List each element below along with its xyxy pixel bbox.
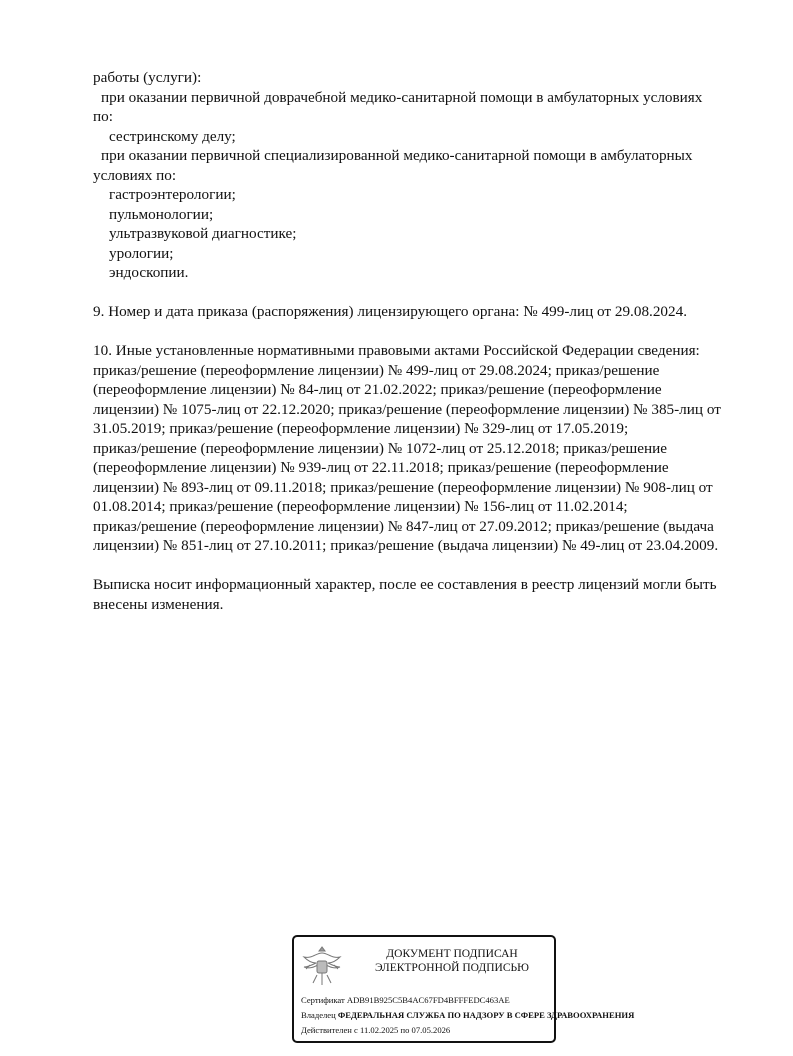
document-body xyxy=(93,68,763,614)
list-item: ультразвуковой диагностике; xyxy=(109,225,297,242)
stamp-title xyxy=(352,947,552,975)
section-10-line: приказ/решение (переоформление лицензии) № 499-лиц от 29.08.2024; приказ/решение xyxy=(93,361,660,379)
section-10-line: 31.05.2019; приказ/решение (переоформление лицензии) № 329-лиц от 17.05.2019; xyxy=(93,420,629,437)
specialized-continued: условиях по: xyxy=(93,166,177,184)
certificate-validity: Действителен с 11.02.2025 по 07.05.2026 xyxy=(301,1025,451,1035)
certificate-number: Сертификат ADB91B925C5B4AC67FD4BFFFEDC463AE xyxy=(301,995,510,1005)
primary-prehospital-text: при оказании первичной доврачебной медико-санитарной помощи в амбулаторных условиях xyxy=(101,88,703,106)
disclaimer-line: внесены изменения. xyxy=(93,595,224,613)
specialized-text: при оказании первичной специализированной медико-санитарной помощи в амбулаторных xyxy=(101,147,693,164)
works-heading: работы (услуги): xyxy=(93,69,202,86)
coat-of-arms-icon xyxy=(302,943,342,991)
section-10-line: лицензии) № 1075-лиц от 22.12.2020; приказ/решение (переоформление лицензии) № 385-лиц от xyxy=(93,400,721,418)
section-10-line: 01.08.2014; приказ/решение (переоформление лицензии) № 156-лиц от 11.02.2014; xyxy=(93,498,628,515)
stamp-title-line: ЭЛЕКТРОННОЙ ПОДПИСЬЮ xyxy=(375,962,529,974)
section-10-line: лицензии) № 851-лиц от 27.10.2011; приказ/решение (выдача лицензии) № 49-лиц от 23.04.2009. xyxy=(93,537,719,554)
section-10-line: лицензии) № 893-лиц от 09.11.2018; приказ/решение (переоформление лицензии) № 908-лиц от xyxy=(93,478,713,496)
section-10-line: (переоформление лицензии) № 939-лиц от 22.11.2018; приказ/решение (переоформление xyxy=(93,459,669,476)
stamp-title-line: ДОКУМЕНТ ПОДПИСАН xyxy=(386,948,518,960)
spacer xyxy=(93,322,763,342)
list-item: эндоскопии. xyxy=(109,264,189,281)
list-item: пульмонологии; xyxy=(109,205,214,223)
section-10-line: 10. Иные установленные нормативными правовыми актами Российской Федерации сведения: xyxy=(93,342,700,359)
section-10-line: (переоформление лицензии) № 84-лиц от 21.02.2022; приказ/решение (переоформление xyxy=(93,381,662,398)
section-10-line: приказ/решение (переоформление лицензии) № 1072-лиц от 25.12.2018; приказ/решение xyxy=(93,439,667,457)
spacer xyxy=(93,556,763,576)
primary-prehospital-continued: по: xyxy=(93,108,113,125)
section-10-line: приказ/решение (переоформление лицензии) № 847-лиц от 27.09.2012; приказ/решение (выдача xyxy=(93,517,714,535)
owner-label: Владелец xyxy=(301,1010,336,1020)
spacer xyxy=(93,283,763,303)
list-item: урологии; xyxy=(109,244,174,262)
owner-name: ФЕДЕРАЛЬНАЯ СЛУЖБА ПО НАДЗОРУ В СФЕРЕ ЗДРАВООХРАНЕНИЯ xyxy=(337,1010,635,1020)
list-item: гастроэнтерологии; xyxy=(109,186,236,203)
disclaimer-line: Выписка носит информационный характер, после ее составления в реестр лицензий могли быть xyxy=(93,576,717,593)
section-9: 9. Номер и дата приказа (распоряжения) лицензирующего органа: № 499-лиц от 29.08.2024. xyxy=(93,303,688,320)
certificate-owner xyxy=(301,1010,634,1021)
electronic-signature-stamp xyxy=(292,935,635,1043)
nursing-item: сестринскому делу; xyxy=(109,127,236,145)
